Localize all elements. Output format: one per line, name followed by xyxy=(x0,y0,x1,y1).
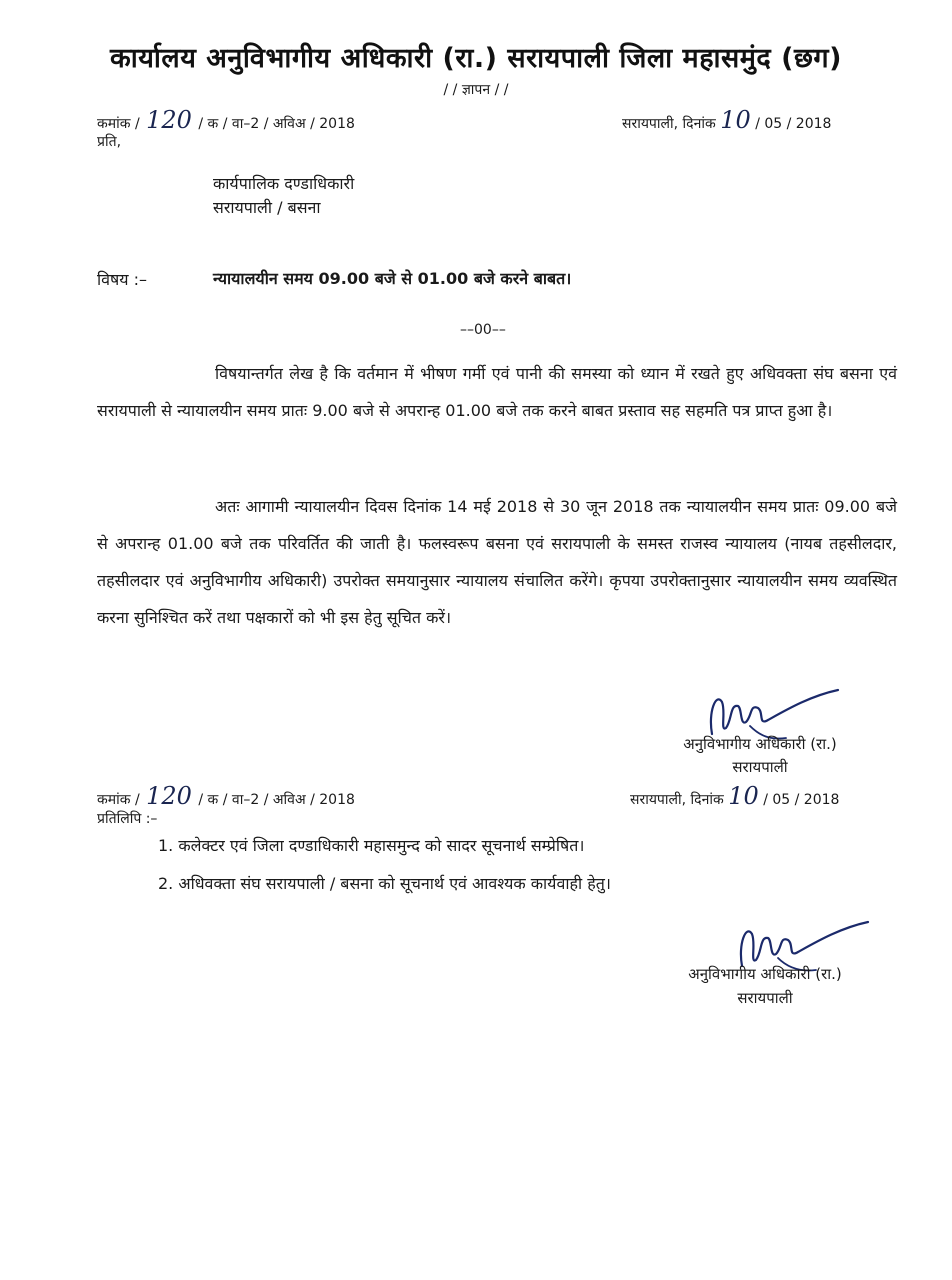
copy-item-2: 2. अधिवक्ता संघ सरायपाली / बसना को सूचनार्थ एवं आवश्यक कार्यवाही हेतु। xyxy=(158,874,611,893)
body-paragraph-1 xyxy=(97,355,897,429)
place-date-top xyxy=(622,106,831,134)
signature-2-place: सरायपाली xyxy=(737,989,793,1007)
subject-label: विषय :– xyxy=(97,270,148,289)
handwritten-number: 120 xyxy=(146,782,192,810)
handwritten-number: 120 xyxy=(146,106,192,134)
date-suffix: / 05 / 2018 xyxy=(763,792,840,808)
recipient-place: सरायपाली / बसना xyxy=(213,198,321,217)
prati-label: प्रति, xyxy=(97,134,122,150)
date-suffix: / 05 / 2018 xyxy=(755,116,832,132)
signature-1-designation: अनुविभागीय अधिकारी (रा.) xyxy=(683,735,837,753)
reference-prefix: कमांक / xyxy=(97,116,140,132)
reference-prefix: कमांक / xyxy=(97,792,140,808)
place-date-prefix: सरायपाली, दिनांक xyxy=(622,116,716,132)
place-date-prefix: सरायपाली, दिनांक xyxy=(630,792,724,808)
reference-suffix: / क / वा–2 / अविअ / 2018 xyxy=(198,792,355,808)
copy-label: प्रतिलिपि :– xyxy=(97,811,158,827)
body-paragraph-2 xyxy=(97,488,897,636)
subject-text: न्यायालयीन समय 09.00 बजे से 01.00 बजे करने बाबत। xyxy=(213,269,572,288)
separator: ––00–– xyxy=(460,322,506,338)
handwritten-day: 10 xyxy=(728,782,759,810)
signature-1-place: सरायपाली xyxy=(732,758,788,776)
place-date-bottom xyxy=(630,782,839,810)
reference-suffix: / क / वा–2 / अविअ / 2018 xyxy=(198,116,355,132)
paragraph-2-text: अतः आगामी न्यायालयीन दिवस दिनांक 14 मई 2018 से 30 जून 2018 तक न्यायालयीन समय प्रातः 09.00 बजे से अपरान्ह 01.00 बजे तक परिवर्तित की जाती है। फलस्वरूप बसना एवं सरायपाली के समस्त राजस्व न्यायालय (नायब तहसीलदार, तहसीलदार एवं अनुविभागीय अधिकारी) उपरोक्त समयानुसार न्यायालय संचालित करेंगे। कृपया उपरोक्तानुसार न्यायालयीन समय व्यवस्थित करना सुनिश्चित करें तथा पक्षकारों को भी इस हेतु सूचित करें। xyxy=(97,497,897,627)
paragraph-1-text: विषयान्तर्गत लेख है कि वर्तमान में भीषण गर्मी एवं पानी की समस्या को ध्यान में रखते हुए अधिवक्ता संघ बसना एवं सरायपाली से न्यायालयीन समय प्रातः 9.00 बजे से अपरान्ह 01.00 बजे तक करने बाबत प्रस्ताव सह सहमति पत्र प्राप्त हुआ है। xyxy=(97,364,897,420)
reference-number-bottom xyxy=(97,782,355,810)
memo-label: / / ज्ञापन / / xyxy=(443,82,509,98)
signature-2-designation: अनुविभागीय अधिकारी (रा.) xyxy=(688,965,842,983)
recipient-designation: कार्यपालिक दण्डाधिकारी xyxy=(213,174,355,193)
handwritten-day: 10 xyxy=(720,106,751,134)
reference-number-top xyxy=(97,106,355,134)
copy-item-1: 1. कलेक्टर एवं जिला दण्डाधिकारी महासमुन्द को सादर सूचनार्थ सम्प्रेषित। xyxy=(158,836,585,855)
office-title: कार्यालय अनुविभागीय अधिकारी (रा.) सरायपाली जिला महासमुंद (छग) xyxy=(110,43,842,74)
